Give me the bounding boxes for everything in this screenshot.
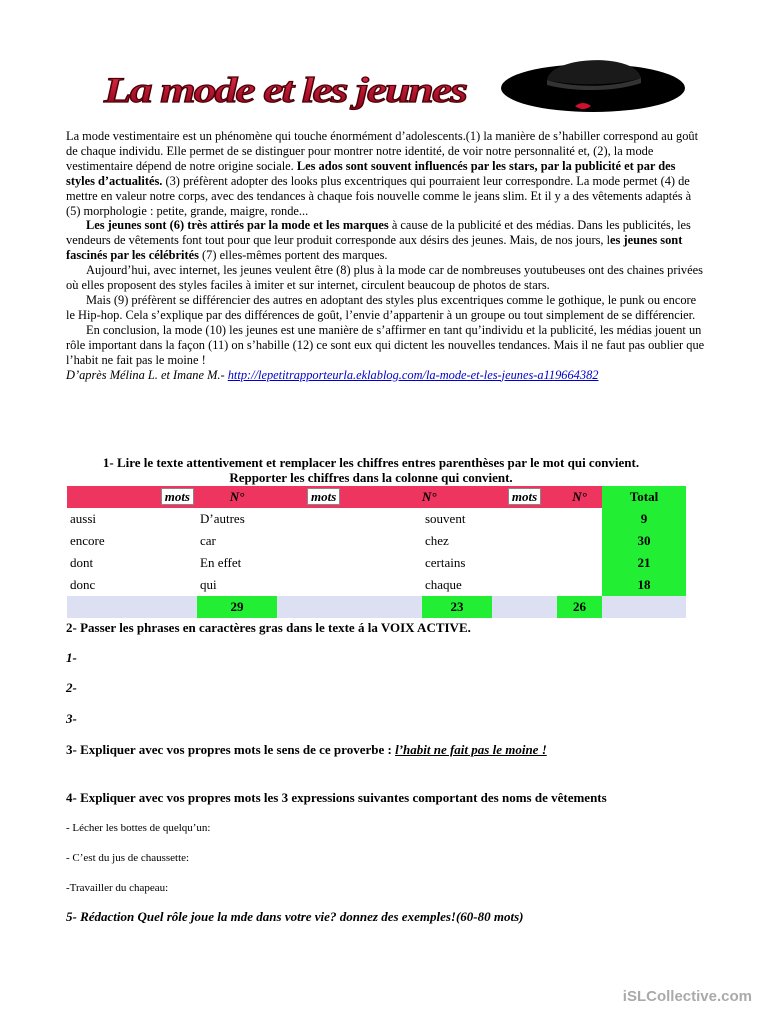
header-total: Total [602,486,686,508]
paragraph-3: Aujourd’hui, avec internet, les jeunes veulent être (8) plus à la mode car de nombreuses youtubeuses ont des chaines privées où elles proposent des styles faciles à imiter et sur internet, circulent beaucoup de photos de stars. [66,263,703,293]
paragraph-1: La mode vestimentaire est un phénomène qui touche énormément d’adolescents.(1) la manière de s’habiller correspond au goût de chaque individu. Elle permet de se distinguer pour montrer notre identité, de voir notre personnalité et, (2), la mode vestimentaire dépend de notre origine sociale. Les ados sont souvent influencés par les stars, par la publicité et par des styles d’actualités. (3) préfèrent adopter des looks plus excentriques qui pourraient leur correspondre. La mode permet (4) de mettre en valeur notre corps, avec des tendances à chaque fois nouvelle comme le jeans slim. Et il y a des vêtements adaptés à (5) morphologie : petite, grande, maigre, ronde... [66,129,699,218]
footer-count: 26 [557,596,602,618]
answer-line-3: 3- [66,711,77,726]
proverb: l’habit ne fait pas le moine ! [395,742,547,757]
table-footer-row [67,596,686,618]
expression-1: - Lécher les bottes de quelqu’un: [66,822,211,834]
table-row: dont En effet certains 21 [67,552,686,574]
answer-line-1: 1- [66,650,77,665]
hat-with-lips-icon [495,50,690,120]
header-mots: mots [508,488,541,505]
header-num: N° [197,486,277,508]
header-mots: mots [161,488,194,505]
source-link[interactable]: http://lepetitrapporteurla.eklablog.com/la-mode-et-les-jeunes-a119664382 [227,367,599,382]
answer-table [67,486,686,618]
title-text: La mode et les jeunes [102,70,467,110]
header-mots: mots [307,488,340,505]
paragraph-4: Mais (9) préfèrent se différencier des autres en adoptant des styles plus excentriques comme le gothique, le punk ou encore le Hip-hop. Cela s’explique par des différences de goût, l’envie d’appartenir à un groupe ou tout simplement de se différencier. [66,292,697,322]
table-row: encore car chez 30 [67,530,686,552]
expression-3: -Travailler du chapeau: [66,882,169,894]
worksheet-title [100,66,480,118]
question-5: 5- Rédaction Quel rôle joue la mde dans votre vie? donnez des exemples!(60-80 mots) [66,909,524,924]
source-line: D’après Mélina L. et Imane M.- http://lepetitrapporteurla.eklablog.com/la-mode-et-les-jeunes-a119664382 [66,367,599,382]
question-1: 1- Lire le texte attentivement et remplacer les chiffres entres parenthèses par le mot qui convient. Repporter les chiffres dans la colonne qui convient. [102,455,640,485]
table-header-row [67,486,686,508]
header-num: N° [422,486,492,508]
watermark: iSLCollective.com [622,988,752,1005]
table-row: aussi D’autres souvent 9 [67,508,686,530]
expression-2: - C’est du jus de chaussette: [66,852,190,864]
question-3: 3- Expliquer avec vos propres mots le sens de ce proverbe : l’habit ne fait pas le moine ! [66,742,547,757]
footer-count: 29 [197,596,277,618]
header-num: N° [557,486,602,508]
paragraph-2: Les jeunes sont (6) très attirés par la mode et les marques à cause de la publicité et des médias. Dans les publicités, les vendeurs de vêtements font tout pour que leur produit corresponde aux désirs des jeunes. Mais, de nos jours, les jeunes sont fascinés par les célébrités (7) elles-mêmes portent des marques. [66,218,691,263]
footer-count: 23 [422,596,492,618]
reading-passage [66,129,706,382]
table-row: donc qui chaque 18 [67,574,686,596]
paragraph-5: En conclusion, la mode (10) les jeunes est une manière de s’affirmer en tant qu’individu et la publicité, les médias jouent un rôle important dans la façon (11) on s’habille (12) ce sont eux qui dictent les nouvelles tendances. Mais il ne faut pas oublier que l’habit ne fait pas le moine ! [66,322,705,367]
answer-line-2: 2- [66,680,77,695]
question-4-title: 4- Expliquer avec vos propres mots les 3 expressions suivantes comportant des noms de vêtements [66,790,607,805]
question-2-title: 2- Passer les phrases en caractères gras dans le texte á la VOIX ACTIVE. [66,620,471,635]
